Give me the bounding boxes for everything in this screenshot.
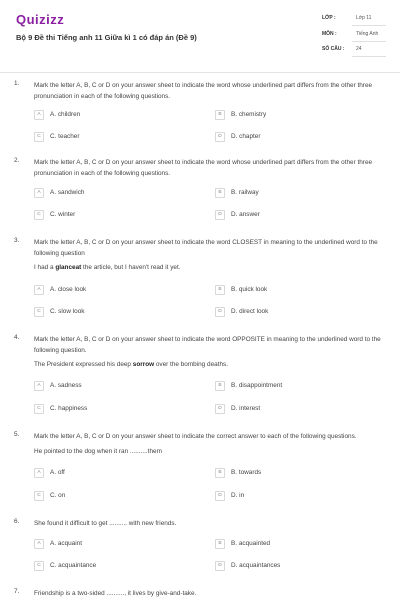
option-text: B. chemistry (231, 111, 267, 118)
meta-label: SỐ CÂU : (322, 46, 345, 52)
option-letter-box: A (34, 468, 44, 478)
option-letter-box: B (215, 468, 225, 478)
option-letter-box: A (34, 110, 44, 120)
option-text: C. on (50, 492, 66, 499)
option-letter-box: D (215, 210, 225, 220)
option-text: B. disappointment (231, 382, 283, 389)
option-text: B. towards (231, 469, 262, 476)
question-number: 6. (14, 518, 20, 525)
meta-value: 24 (356, 46, 362, 52)
option-text: B. acquainted (231, 540, 271, 547)
option-letter-box: A (34, 285, 44, 295)
option-letter-box: A (34, 188, 44, 198)
option-text: A. sadness (50, 382, 82, 389)
meta-value: Tiếng Anh (356, 31, 379, 37)
option-text: C. acquaintance (50, 562, 97, 569)
option-letter-box: C (34, 132, 44, 142)
sentence-part: the article, but I haven't read it yet. (81, 264, 181, 271)
question-number: 4. (14, 334, 20, 341)
option-text: A. off (50, 469, 65, 476)
option-text: A. close look (50, 286, 87, 293)
question-text: Mark the letter A, B, C or D on your answer sheet to indicate the word OPPOSITE in meaning to the underlined word to the following question. (34, 336, 381, 354)
option-text: B. railway (231, 189, 259, 196)
highlighted-word: sorrow (132, 361, 155, 368)
option-text: D. chapter (231, 133, 261, 140)
option-text: D. in (231, 492, 245, 499)
divider (352, 41, 386, 42)
quizizz-logo: Quizizz (16, 12, 65, 27)
option-letter-box: B (215, 285, 225, 295)
option-letter-box: C (34, 491, 44, 501)
option-text: D. answer (231, 211, 260, 218)
option-letter-box: D (215, 561, 225, 571)
option-letter-box: D (215, 491, 225, 501)
option-text: C. happiness (50, 405, 88, 412)
option-letter-box: C (34, 210, 44, 220)
sentence-part: I had a (34, 264, 56, 271)
question-number: 7. (14, 588, 20, 595)
question-sentence (34, 264, 388, 271)
option-letter-box: D (215, 132, 225, 142)
option-letter-box: B (215, 539, 225, 549)
option-text: A. children (50, 111, 81, 118)
worksheet-header (0, 0, 400, 64)
option-letter-box: C (34, 561, 44, 571)
option-letter-box: C (34, 307, 44, 317)
question-text: Mark the letter A, B, C or D on your answer sheet to indicate the word CLOSEST in meaning to the underlined word to the following question (34, 239, 378, 257)
option-letter-box: D (215, 307, 225, 317)
divider (352, 25, 386, 26)
meta-label: MÔN : (322, 31, 337, 37)
highlighted-word: glanceat (55, 264, 82, 271)
option-text: D. acquaintances (231, 562, 281, 569)
sentence-part: over the bombing deaths. (154, 361, 228, 368)
question-text: Friendship is a two-sided .........., it lives by give-and-take. (34, 590, 197, 597)
question-number: 5. (14, 431, 20, 438)
option-letter-box: B (215, 188, 225, 198)
option-letter-box: C (34, 404, 44, 414)
option-letter-box: A (34, 381, 44, 391)
page-title: Bộ 9 Đề thi Tiếng anh 11 Giữa kì 1 có đáp án (Đề 9) (16, 33, 197, 42)
question-text: Mark the letter A, B, C or D on your answer sheet to indicate the correct answer to each of the following questions. (34, 433, 357, 440)
question-sentence (34, 361, 388, 368)
meta-label: LỚP : (322, 15, 336, 21)
option-text: B. quick look (231, 286, 268, 293)
question-text: Mark the letter A, B, C or D on your answer sheet to indicate the word whose underlined part differs from the other three pronunciation in each of the following questions. (34, 82, 373, 100)
divider (352, 56, 386, 57)
option-text: C. teacher (50, 133, 80, 140)
question-text: Mark the letter A, B, C or D on your answer sheet to indicate the word whose underlined part differs from the other three pronunciation in each of the following questions. (34, 159, 373, 177)
option-text: C. winter (50, 211, 76, 218)
option-letter-box: B (215, 381, 225, 391)
option-text: D. direct look (231, 308, 269, 315)
option-text: C. slow look (50, 308, 85, 315)
meta-value: Lớp 11 (356, 15, 372, 21)
option-letter-box: D (215, 404, 225, 414)
option-letter-box: A (34, 539, 44, 549)
sentence-part: The President expressed his deep (34, 361, 133, 368)
question-number: 3. (14, 237, 20, 244)
option-letter-box: B (215, 110, 225, 120)
option-text: D. interest (231, 405, 261, 412)
question-number: 1. (14, 80, 20, 87)
question-sentence: He pointed to the dog when it ran ..........them (34, 448, 162, 455)
header-divider (0, 72, 400, 73)
question-text: She found it difficult to get .......... with new friends. (34, 520, 177, 527)
option-text: A. acquaint (50, 540, 82, 547)
option-text: A. sandwich (50, 189, 85, 196)
question-number: 2. (14, 157, 20, 164)
